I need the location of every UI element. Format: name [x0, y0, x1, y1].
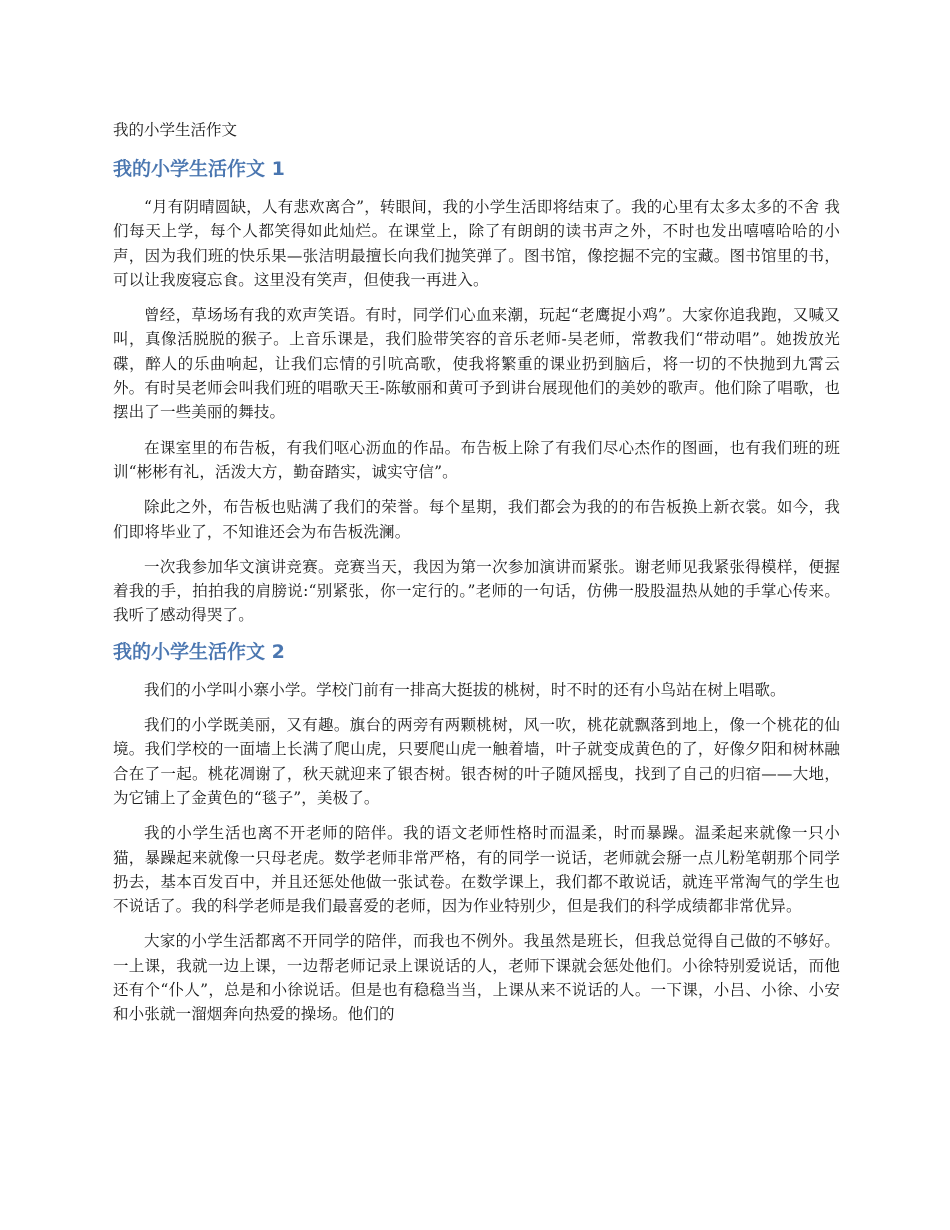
essay-section-1 [113, 156, 840, 628]
paragraph: 曾经，草场场有我的欢声笑语。有时，同学们心血来潮，玩起“老鹰捉小鸡”。大家你追我跑，又喊又叫，真像活脱脱的猴子。上音乐课是，我们脸带笑容的音乐老师-吴老师，常教我们“带动唱”。她拨放光碟，醉人的乐曲响起，让我们忘情的引吭高歌，使我将繁重的课业扔到脑后，将一切的不快抛到九霄云外。有时吴老师会叫我们班的唱歌天王-陈敏丽和黄可予到讲台展现他们的美妙的歌声。他们除了唱歌，也摆出了一些美丽的舞技。 [113, 306, 840, 422]
essay-section-2 [113, 639, 840, 1027]
section-heading-2: 我的小学生活作文 2 [113, 640, 285, 663]
paragraph: 我们的小学叫小寨小学。学校门前有一排高大挺拔的桃树，时不时的还有小鸟站在树上唱歌。 [144, 680, 786, 699]
paragraph: 我们的小学既美丽，又有趣。旗台的两旁有两颗桃树，风一吹，桃花就飘落到地上，像一个桃花的仙境。我们学校的一面墙上长满了爬山虎，只要爬山虎一触着墙，叶子就变成黄色的了，好像夕阳和树林融合在了一起。桃花凋谢了，秋天就迎来了银杏树。银杏树的叶子随风摇曳，找到了自己的归宿——大地，为它铺上了金黄色的“毯子”，美极了。 [113, 716, 840, 807]
paragraph: “月有阴晴圆缺，人有悲欢离合”，转眼间，我的小学生活即将结束了。我的心里有太多太多的不舍 我们每天上学，每个人都笑得如此灿烂。在课堂上，除了有朗朗的读书声之外，不时也发出嘻嘻哈哈的小声，因为我们班的快乐果—张洁明最擅长向我们抛笑弹了。图书馆，像挖掘不完的宝藏。图书馆里的书，可以让我废寝忘食。这里没有笑声，但使我一再进入。 [113, 198, 840, 289]
paragraph: 一次我参加华文演讲竞赛。竞赛当天，我因为第一次参加演讲而紧张。谢老师见我紧张得模样，便握着我的手，拍拍我的肩膀说:“别紧张，你一定行的。”老师的一句话，仿佛一股股温热从她的手掌心传来。我听了感动得哭了。 [113, 557, 840, 625]
document-page [113, 118, 840, 1038]
section-heading-1: 我的小学生活作文 1 [113, 158, 285, 180]
paragraph: 我的小学生活也离不开老师的陪伴。我的语文老师性格时而温柔，时而暴躁。温柔起来就像一只小猫，暴躁起来就像一只母老虎。数学老师非常严格，有的同学一说话，老师就会掰一点儿粉笔朝那个同学扔去，基本百发百中，并且还惩处他做一张试卷。在数学课上，我们都不敢说话，就连平常淘气的学生也不说话了。我的科学老师是我们最喜爱的老师，因为作业特别少，但是我们的科学成绩都非常优异。 [113, 824, 840, 916]
paragraph: 大家的小学生活都离不开同学的陪伴，而我也不例外。我虽然是班长，但我总觉得自己做的不够好。一上课，我就一边上课，一边帮老师记录上课说话的人，老师下课就会惩处他们。小徐特别爱说话，而他还有个“仆人”，总是和小徐说话。但是也有稳稳当当，上课从来不说话的人。一下课，小吕、小徐、小安和小张就一溜烟奔向热爱的操场。他们的 [113, 932, 840, 1024]
paragraph: 除此之外，布告板也贴满了我们的荣誉。每个星期，我们都会为我的的布告板换上新衣裳。如今，我们即将毕业了，不知谁还会为布告板洗澜。 [113, 498, 840, 541]
paragraph: 在课室里的布告板，有我们呕心沥血的作品。布告板上除了有我们尽心杰作的图画，也有我们班的班训“彬彬有礼，活泼大方，勤奋踏实，诚实守信”。 [113, 438, 840, 481]
document-title: 我的小学生活作文 [113, 121, 238, 139]
